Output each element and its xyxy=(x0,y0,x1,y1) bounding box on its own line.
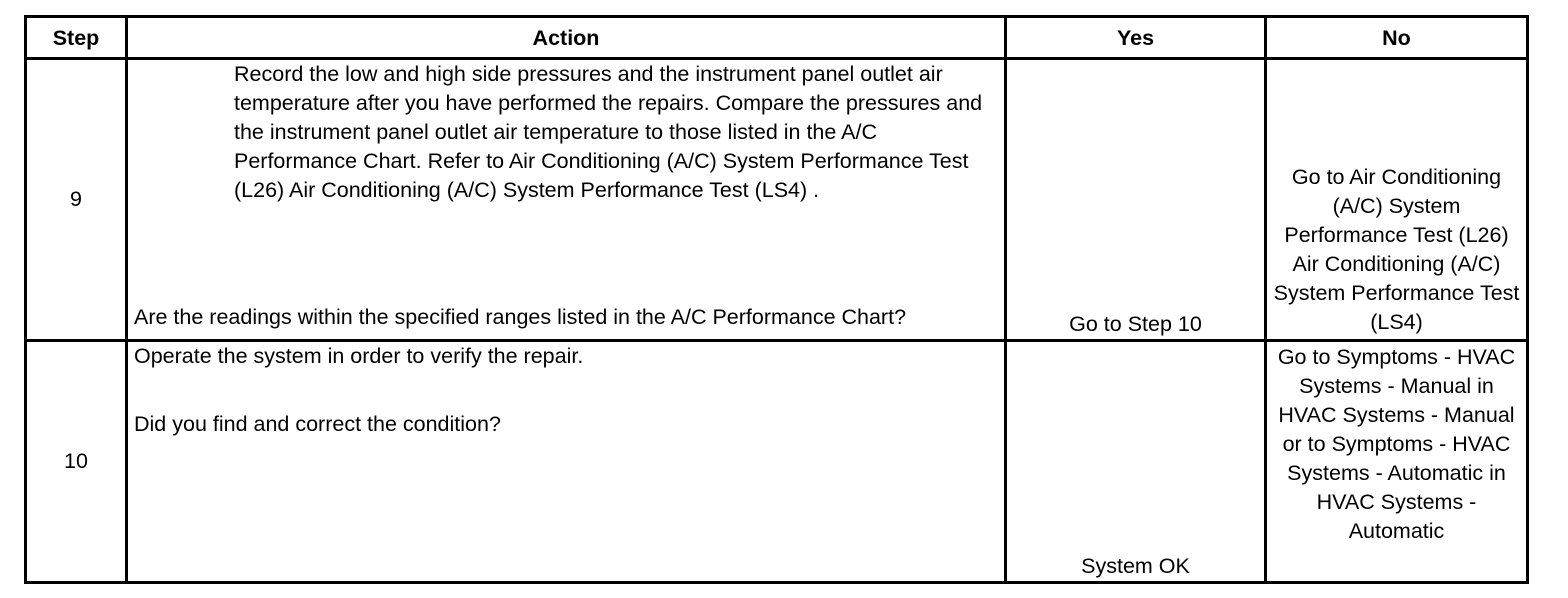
yes-result: System OK xyxy=(1006,341,1266,583)
header-yes: Yes xyxy=(1006,17,1266,59)
table-header-row xyxy=(26,17,1528,59)
yes-result: Go to Step 10 xyxy=(1006,59,1266,341)
action-instruction: Operate the system in order to verify the repair. xyxy=(134,344,584,368)
action-cell xyxy=(127,59,1006,341)
action-instruction: Record the low and high side pressures and the instrument panel outlet air temperature after you have performed the repairs. Compare the pressures and the instrument panel outlet air temperature to those listed in the A/C Performance Chart. Refer to Air Conditioning (A/C) System Performance Test (L26) Air Conditioning (A/C) System Performance Test (LS4) . xyxy=(234,62,983,202)
no-result: Go to Air Conditioning (A/C) System Performance Test (L26) Air Conditioning (A/C) System Performance Test (LS4) xyxy=(1266,59,1528,341)
header-action: Action xyxy=(127,17,1006,59)
no-result: Go to Symptoms - HVAC Systems - Manual in HVAC Systems - Manual or to Symptoms - HVAC Systems - Automatic in HVAC Systems - Automatic xyxy=(1266,341,1528,583)
action-cell xyxy=(127,341,1006,583)
header-no: No xyxy=(1266,17,1528,59)
step-number: 9 xyxy=(26,59,127,341)
header-step: Step xyxy=(26,17,127,59)
table-row xyxy=(26,341,1528,583)
action-question: Are the readings within the specified ranges listed in the A/C Performance Chart? xyxy=(134,305,907,329)
step-number: 10 xyxy=(26,341,127,583)
action-question: Did you find and correct the condition? xyxy=(134,412,501,436)
table-row xyxy=(26,59,1528,341)
diagnostic-table xyxy=(24,15,1529,584)
